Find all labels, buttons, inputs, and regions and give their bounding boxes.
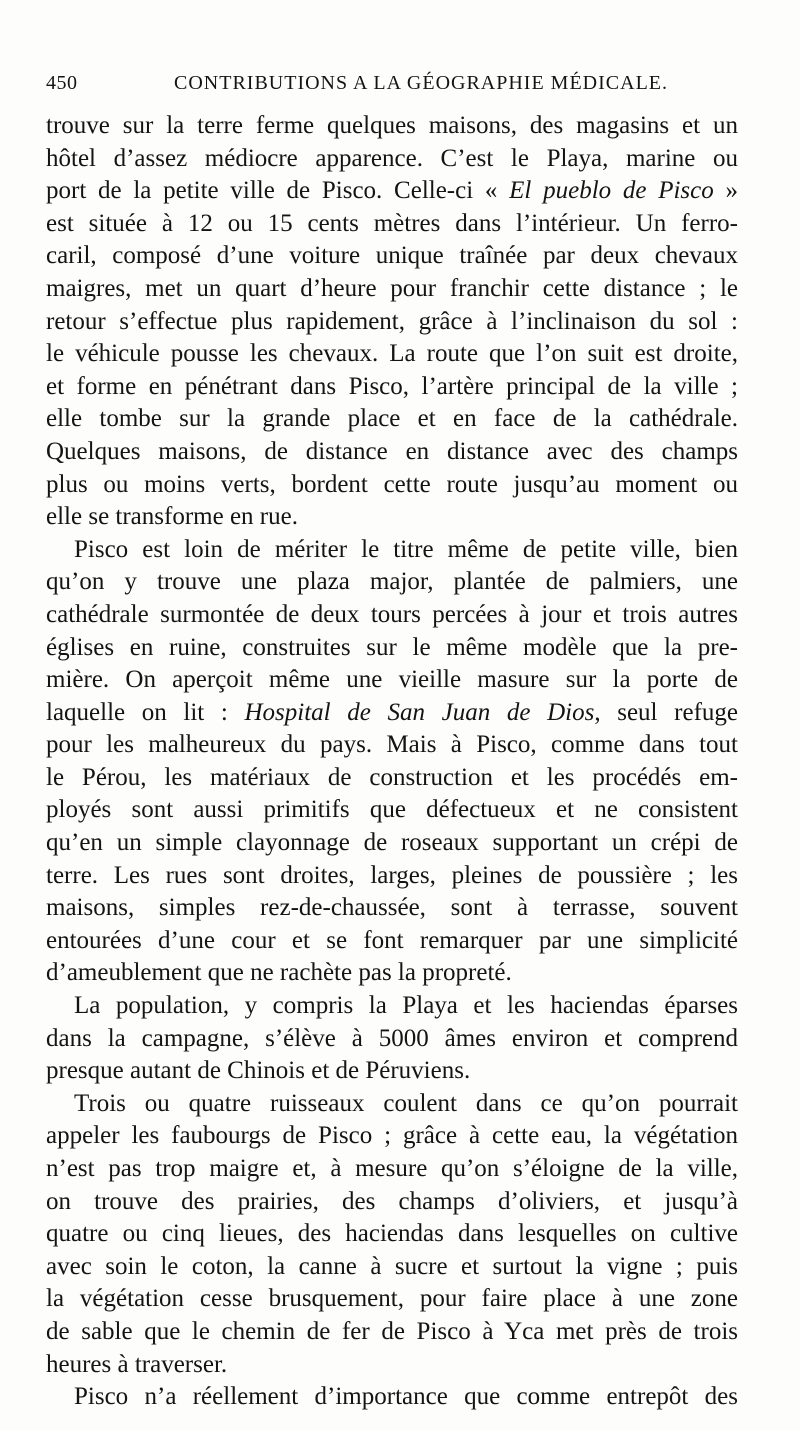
text-line: pour les malheureux du pays. Mais à Pisco, comme dans tout (46, 731, 738, 759)
text-line: on trouve des prairies, des champs d’oliviers, et jusqu’à (46, 1187, 738, 1215)
text-line: terre. Les rues sont droites, larges, pleines de poussière ; les (46, 861, 738, 889)
text-line: qu’on y trouve une plaza major, plantée de palmiers, une (46, 568, 738, 596)
text-line: n’est pas trop maigre et, à mesure qu’on s’éloigne de la ville, (46, 1155, 738, 1182)
text-line: mière. On aperçoit même une vieille masure sur la porte de (46, 666, 738, 694)
text-line: plus ou moins verts, bordent cette route jusqu’au moment ou (46, 470, 738, 498)
text-line: caril, composé d’une voiture unique traînée par deux chevaux (46, 242, 738, 270)
text-line: Quelques maisons, de distance en distance avec des champs (46, 437, 738, 465)
running-head (46, 72, 738, 104)
text-line: Pisco est loin de mériter le titre même de petite ville, bien (74, 535, 738, 563)
text-line: la végétation cesse brusquement, pour faire place à une zone (46, 1285, 738, 1313)
body-text (46, 110, 738, 1414)
text-line: quatre ou cinq lieues, des haciendas dans lesquelles on cultive (46, 1220, 738, 1248)
text-line (46, 175, 738, 208)
text-line: elle se transforme en rue. (46, 503, 298, 531)
text-line: hôtel d’assez médiocre apparence. C’est le Playa, marine ou (46, 144, 738, 172)
text-line: maisons, simples rez-de-chaussée, sont à terrasse, souvent (46, 894, 738, 922)
text-line: heures à traverser. (46, 1350, 228, 1378)
text-line: le Pérou, les matériaux de construction et les procédés em- (46, 763, 738, 791)
running-title: CONTRIBUTIONS A LA GÉOGRAPHIE MÉDICALE. (174, 72, 668, 94)
text-line: le véhicule pousse les chevaux. La route que l’on suit est droite, (46, 340, 738, 368)
italic-text: El pueblo de Pisco (509, 177, 714, 205)
text-line (46, 697, 738, 730)
line-text: » (713, 177, 738, 205)
text-line: de sable que le chemin de fer de Pisco à Yca met près de trois (46, 1317, 738, 1345)
text-line: églises en ruine, construites sur le même modèle que la pre- (46, 633, 738, 661)
text-line: d’ameublement que ne rachète pas la propreté. (46, 959, 512, 987)
text-line: Pisco n’a réellement d’importance que comme entrepôt des (74, 1383, 738, 1411)
text-line: qu’en un simple clayonnage de roseaux supportant un crépi de (46, 829, 738, 857)
text-line: maigres, met un quart d’heure pour franchir cette distance ; le (46, 274, 738, 302)
text-line: elle tombe sur la grande place et en face de la cathédrale. (46, 405, 738, 433)
line-text: , seul refuge (594, 698, 738, 726)
text-line: presque autant de Chinois et de Péruviens. (46, 1057, 471, 1085)
text-line: est située à 12 ou 15 cents mètres dans l’intérieur. Un ferro- (46, 209, 738, 237)
text-line: La population, y compris la Playa et les haciendas éparses (74, 992, 738, 1020)
text-line: entourées d’une cour et se font remarquer par une simplicité (46, 926, 738, 954)
text-line: trouve sur la terre ferme quelques maisons, des magasins et un (46, 112, 738, 139)
text-line: et forme en pénétrant dans Pisco, l’artère principal de la ville ; (46, 372, 738, 400)
text-line: appeler les faubourgs de Pisco ; grâce à cette eau, la végétation (46, 1122, 738, 1150)
text-line: cathédrale surmontée de deux tours percées à jour et trois autres (46, 600, 738, 628)
page-number: 450 (46, 72, 78, 94)
text-line: dans la campagne, s’élève à 5000 âmes environ et comprend (46, 1024, 738, 1052)
text-line: avec soin le coton, la canne à sucre et surtout la vigne ; puis (46, 1252, 738, 1280)
text-line: ployés sont aussi primitifs que défectueux et ne consistent (46, 796, 738, 824)
line-text: laquelle on lit : (46, 698, 245, 726)
line-text: port de la petite ville de Pisco. Celle-ci « (46, 177, 510, 205)
italic-text: Hospital de San Juan de Dios (244, 698, 595, 726)
text-line: retour s’effectue plus rapidement, grâce à l’inclinaison du sol : (46, 307, 738, 335)
text-line: Trois ou quatre ruisseaux coulent dans ce qu’on pourrait (74, 1089, 738, 1117)
